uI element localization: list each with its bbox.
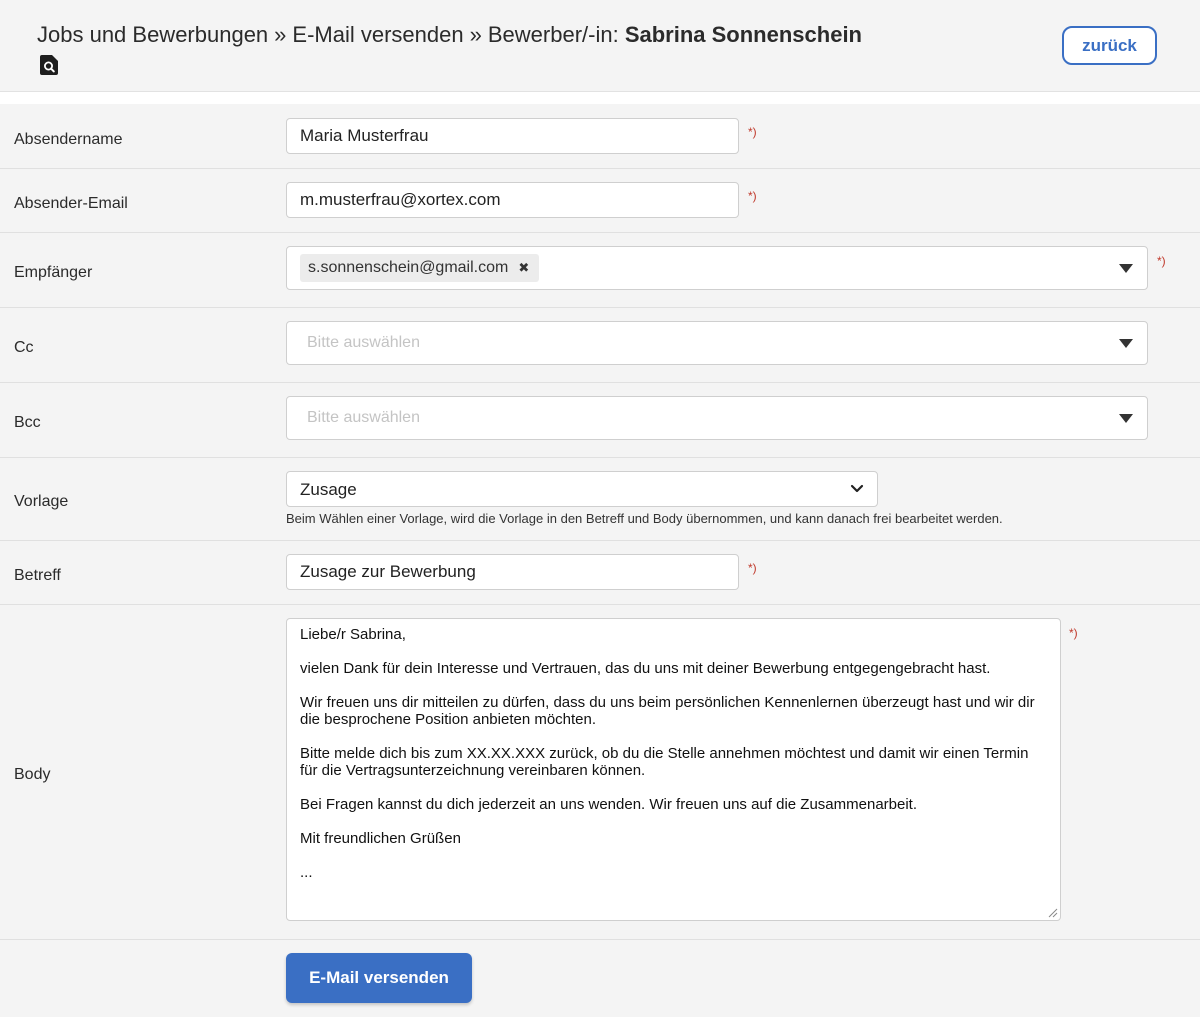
required-marker: *) xyxy=(1069,626,1078,640)
body-paragraph: Bei Fragen kannst du dich jederzeit an uns wenden. Wir freuen uns auf die Zusammenarbeit. xyxy=(300,796,918,813)
body-paragraph: Liebe/r Sabrina, xyxy=(300,626,406,643)
cc-select[interactable] xyxy=(286,321,1148,365)
body-paragraph: Mit freundlichen Grüßen xyxy=(300,830,461,847)
body-paragraph: Bitte melde dich bis zum XX.XX.XXX zurück, ob du die Stelle annehmen möchtest und damit wir einen Termin für die Vertragsunterzeichnung vereinbaren können. xyxy=(300,745,1029,779)
bcc-placeholder: Bitte auswählen xyxy=(307,409,420,426)
template-select[interactable] xyxy=(286,471,878,507)
sender-email-label: Absender-Email xyxy=(14,195,128,212)
body-textarea[interactable] xyxy=(286,618,1061,921)
chevron-down-icon xyxy=(849,481,865,497)
subject-input[interactable]: Zusage zur Bewerbung xyxy=(286,554,739,590)
cc-label: Cc xyxy=(14,339,34,356)
row-bcc xyxy=(0,383,1200,458)
breadcrumb-jobs[interactable]: Jobs und Bewerbungen xyxy=(37,22,269,47)
recipient-select[interactable] xyxy=(286,246,1148,290)
body-paragraph: Wir freuen uns dir mitteilen zu dürfen, dass du uns beim persönlichen Kennenlernen überzeugt hast und wir dir die besprochene Position anbieten möchten. xyxy=(300,694,1035,728)
subject-label: Betreff xyxy=(14,567,61,584)
body-paragraph: vielen Dank für dein Interesse und Vertrauen, das du uns mit deiner Bewerbung entgegengebracht hast. xyxy=(300,660,991,677)
page-header xyxy=(0,0,1200,92)
send-email-button[interactable]: E-Mail versenden xyxy=(286,953,472,1003)
bcc-select[interactable] xyxy=(286,396,1148,440)
breadcrumb-email: E-Mail versenden xyxy=(292,22,464,47)
breadcrumb-separator: » xyxy=(274,22,287,47)
breadcrumb-applicant-prefix: Bewerber/-in: xyxy=(487,22,619,47)
chip-remove-icon[interactable]: ✖ xyxy=(518,260,530,275)
template-select-value: Zusage xyxy=(300,480,357,499)
chevron-down-icon[interactable] xyxy=(1119,414,1133,423)
recipient-chip xyxy=(300,254,539,282)
row-recipient xyxy=(0,233,1200,308)
recipient-label: Empfänger xyxy=(14,264,93,281)
required-marker: *) xyxy=(1157,254,1166,268)
template-label: Vorlage xyxy=(14,493,69,510)
required-marker: *) xyxy=(748,189,757,203)
breadcrumb-separator: » xyxy=(469,22,482,47)
cc-placeholder: Bitte auswählen xyxy=(307,334,420,351)
sender-email-input[interactable]: m.musterfrau@xortex.com xyxy=(286,182,739,218)
row-sender-email xyxy=(0,169,1200,233)
chevron-down-icon[interactable] xyxy=(1119,264,1133,273)
applicant-name: Sabrina Sonnenschein xyxy=(624,22,862,47)
row-subject xyxy=(0,541,1200,605)
required-marker: *) xyxy=(748,561,757,575)
body-paragraph: ... xyxy=(300,864,313,881)
resize-handle-icon[interactable] xyxy=(1048,908,1058,918)
breadcrumb xyxy=(37,22,862,48)
body-label: Body xyxy=(14,766,51,783)
row-sender-name xyxy=(0,104,1200,169)
sender-name-input[interactable]: Maria Musterfrau xyxy=(286,118,739,154)
sender-name-label: Absendername xyxy=(14,131,123,148)
row-template xyxy=(0,458,1200,541)
recipient-chip-label: s.sonnenschein@gmail.com xyxy=(308,259,509,276)
bcc-label: Bcc xyxy=(14,414,41,431)
document-search-icon[interactable] xyxy=(40,55,58,75)
template-hint: Beim Wählen einer Vorlage, wird die Vorlage in den Betreff und Body übernommen, und kann danach frei bearbeitet werden. xyxy=(286,511,1003,526)
back-button[interactable]: zurück xyxy=(1062,26,1157,65)
required-marker: *) xyxy=(748,125,757,139)
header-divider xyxy=(0,92,1200,104)
chevron-down-icon[interactable] xyxy=(1119,339,1133,348)
row-cc xyxy=(0,308,1200,383)
